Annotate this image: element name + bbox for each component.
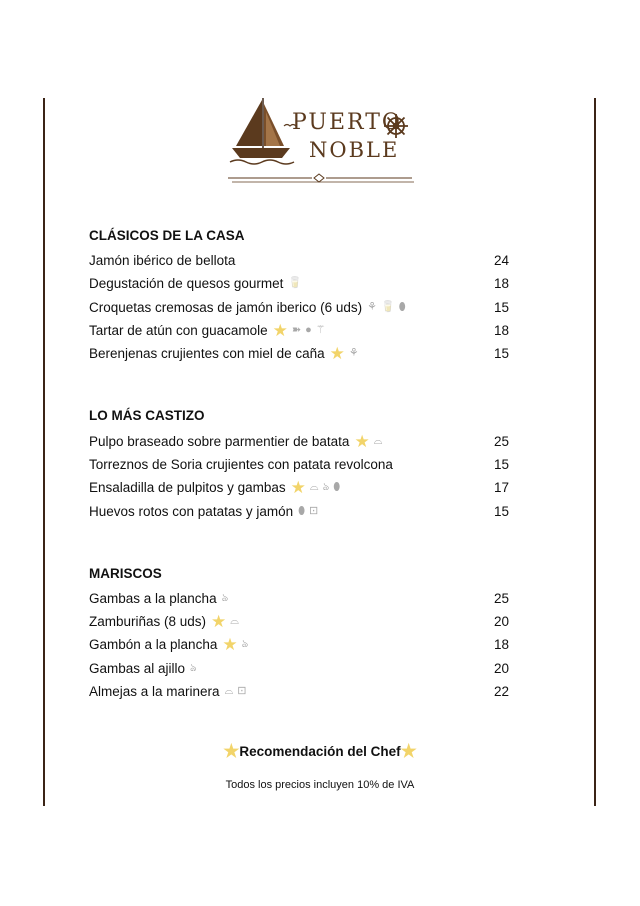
item-name: Zamburiñas (8 uds) xyxy=(89,614,207,630)
menu-item xyxy=(89,453,509,476)
chef-star-icon: ★ xyxy=(329,344,345,364)
menu-item xyxy=(89,680,509,703)
chef-star-icon: ★ xyxy=(354,431,370,451)
chef-star-icon: ★ xyxy=(290,478,306,498)
egg-icon: ⬮ xyxy=(398,300,406,313)
menu-section xyxy=(89,564,509,703)
wheat-icon: ⚘ xyxy=(367,300,377,313)
mollusc-icon: ⌓ xyxy=(373,434,383,447)
menu-item xyxy=(89,657,509,680)
chef-star-icon: ★ xyxy=(400,741,417,761)
item-price: 17 xyxy=(493,480,509,496)
fish-icon: ➽ xyxy=(291,324,302,337)
section-title: CLÁSICOS DE LA CASA xyxy=(89,228,245,243)
menu-item xyxy=(89,272,509,295)
item-price: 15 xyxy=(493,503,509,519)
mollusc-icon: ⌓ xyxy=(230,615,239,628)
tax-footnote: Todos los precios incluyen 10% de IVA xyxy=(225,779,415,791)
item-price: 18 xyxy=(493,323,509,339)
menu-item xyxy=(89,499,509,522)
item-name: Degustación de quesos gourmet xyxy=(89,276,284,292)
menu-item xyxy=(89,476,509,499)
menu-section xyxy=(89,406,509,522)
item-price: 25 xyxy=(493,590,509,606)
sulphite-icon: ⊡ xyxy=(309,504,319,517)
chef-recommendation-legend xyxy=(0,742,640,760)
item-name: Gambas a la plancha xyxy=(89,590,217,606)
item-name: Almejas a la marinera xyxy=(89,684,220,699)
brand-name-line1: PUERTO xyxy=(292,110,402,135)
egg-icon: ⬮ xyxy=(333,481,341,494)
item-name: Gambas al ajillo xyxy=(89,660,186,676)
legend-label: Recomendación del Chef xyxy=(239,744,401,759)
chef-star-icon: ★ xyxy=(223,741,240,761)
item-price: 18 xyxy=(493,276,509,292)
milk-icon: 🥛 xyxy=(381,300,395,313)
section-title: LO MÁS CASTIZO xyxy=(89,408,205,424)
menu-item xyxy=(89,633,509,656)
menu-section xyxy=(89,226,509,365)
item-price: 20 xyxy=(493,614,509,630)
item-price: 20 xyxy=(493,660,509,676)
egg-icon: ⬮ xyxy=(298,504,306,517)
chef-star-icon: ★ xyxy=(211,612,227,632)
wheat-icon: ⚘ xyxy=(348,347,359,360)
menu-item xyxy=(89,610,509,633)
shrimp-icon: ঌ xyxy=(221,591,229,604)
shrimp-icon: ঌ xyxy=(241,638,249,651)
item-price: 25 xyxy=(493,433,509,449)
menu-content xyxy=(89,226,509,744)
celery-icon: ⚚ xyxy=(315,324,326,337)
menu-item xyxy=(89,429,509,452)
item-name: Torreznos de Soria crujientes con patata revolcona xyxy=(89,456,393,472)
milk-icon: 🥛 xyxy=(288,277,303,290)
menu-item xyxy=(89,587,509,610)
item-name: Ensaladilla de pulpitos y gambas xyxy=(89,480,286,496)
sesame-icon: ● xyxy=(305,324,312,337)
restaurant-logo xyxy=(226,96,416,188)
item-price: 15 xyxy=(493,299,509,315)
left-border-rule xyxy=(43,98,45,806)
item-price: 22 xyxy=(493,684,509,699)
item-name: Huevos rotos con patatas y jamón xyxy=(89,503,294,519)
mollusc-icon: ⌓ xyxy=(224,685,234,697)
item-name: Jamón ibérico de bellota xyxy=(89,253,236,269)
chef-star-icon: ★ xyxy=(272,321,288,341)
item-name: Croquetas cremosas de jamón iberico (6 uds) xyxy=(89,299,363,315)
item-price: 15 xyxy=(493,346,509,362)
menu-item xyxy=(89,319,509,342)
item-price: 18 xyxy=(493,637,509,653)
item-name: Tartar de atún con guacamole xyxy=(89,323,268,339)
section-title: MARISCOS xyxy=(89,565,162,581)
shrimp-icon: ঌ xyxy=(190,661,197,674)
shrimp-icon: ঌ xyxy=(322,481,330,494)
menu-item xyxy=(89,296,509,319)
menu-item xyxy=(89,249,509,272)
right-border-rule xyxy=(594,98,596,806)
item-price: 15 xyxy=(493,456,509,472)
sulphite-icon: ⊡ xyxy=(237,685,247,697)
item-name: Gambón a la plancha xyxy=(89,637,218,653)
brand-name-line2: NOBLE xyxy=(309,138,400,162)
menu-item xyxy=(89,342,509,365)
mollusc-icon: ⌓ xyxy=(309,481,319,494)
item-name: Pulpo braseado sobre parmentier de batata xyxy=(89,433,350,449)
item-name: Berenjenas crujientes con miel de caña xyxy=(89,346,325,362)
chef-star-icon: ★ xyxy=(222,635,238,655)
item-price: 24 xyxy=(493,253,509,269)
